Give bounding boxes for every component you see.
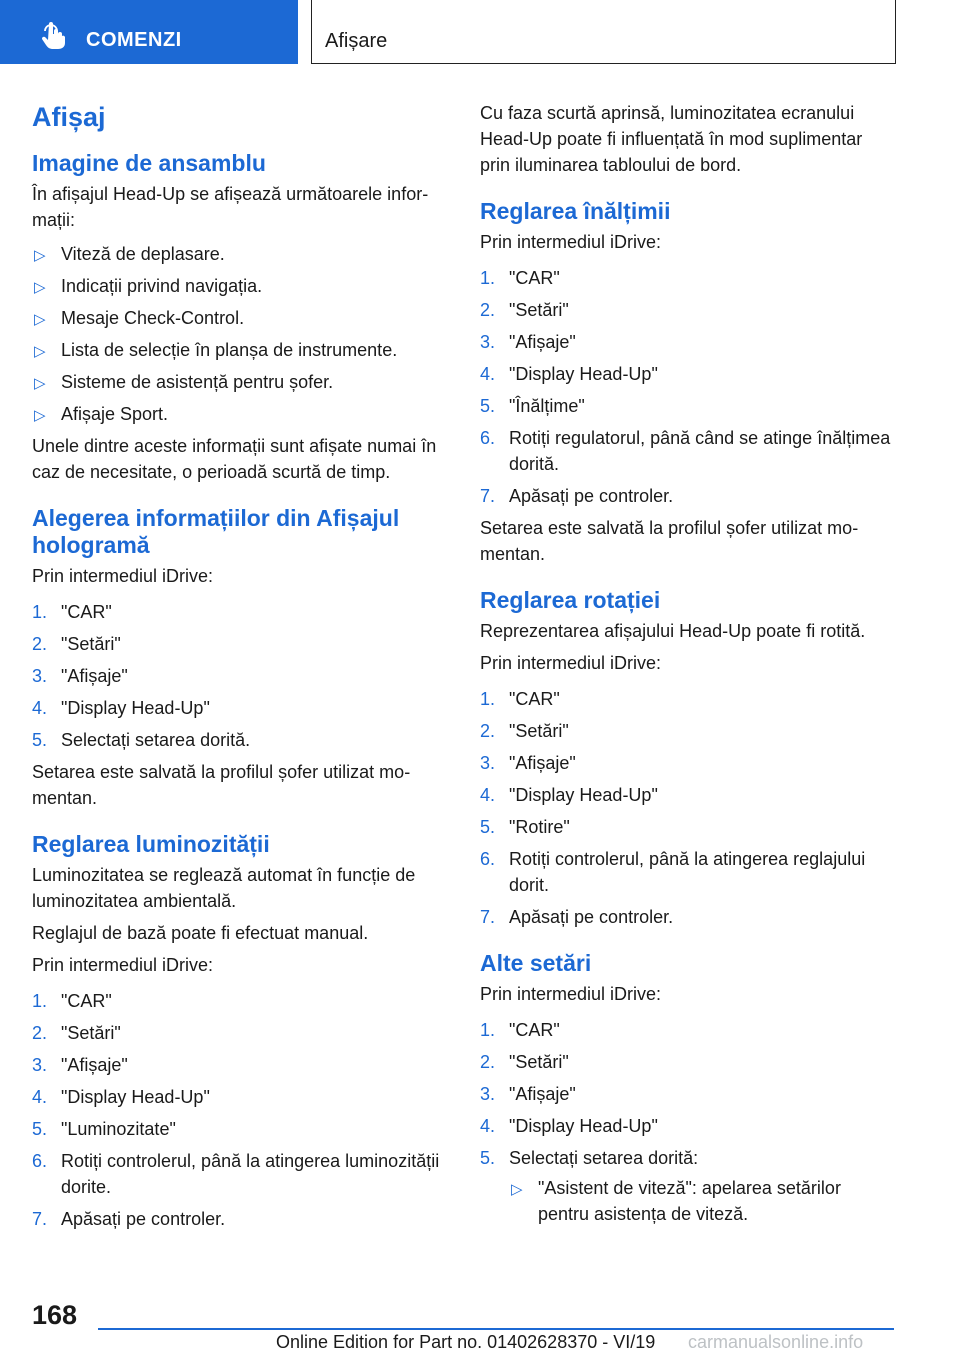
rotation-steps (480, 686, 895, 930)
heading-overview: Imagine de ansamblu (32, 150, 266, 176)
heading-brightness: Reglarea luminozității (32, 831, 270, 857)
page-header (0, 0, 960, 66)
footer-rule (98, 1328, 894, 1330)
list-item: 5. "Rotire" (480, 817, 570, 837)
section-title-box (311, 0, 896, 64)
height-steps (480, 265, 895, 509)
hologram-intro: Prin intermediul iDrive: (32, 566, 214, 586)
edition-text: Online Edition for Part no. 01402628370 - VI/19 (276, 1332, 656, 1352)
list-item: 4. "Display Head-Up" (480, 364, 658, 384)
list-item: 3. "Afișaje" (480, 753, 576, 773)
brightness-intro: Prin intermediul iDrive: (32, 955, 214, 975)
list-item: ▷ Sisteme de asistență pentru șofer. (32, 369, 448, 395)
list-item: 1. "CAR" (480, 1020, 560, 1040)
list-item: 6. Rotiți controlerul, până la atingerea reglajului dorit. (480, 849, 866, 895)
heading-hologram: Alegerea informațiilor din Afișajul hologramă (32, 505, 400, 558)
list-item: 4. "Display Head-Up" (480, 1116, 658, 1136)
list-item: ▷ Mesaje Check-Control. (32, 305, 448, 331)
chapter-label: COMENZI (86, 29, 182, 51)
list-item: 4. "Display Head-Up" (32, 698, 210, 718)
page-footer (0, 1290, 960, 1362)
list-item: 3. "Afișaje" (480, 332, 576, 352)
list-item: ▷ Afișaje Sport. (32, 401, 448, 427)
overview-bullet-list (32, 241, 448, 427)
triangle-right-icon: ▷ (34, 279, 46, 296)
heading-other-settings: Alte setări (480, 950, 592, 976)
list-item: 3. "Afișaje" (32, 1055, 128, 1075)
rotation-intro: Prin intermediul iDrive: (480, 653, 662, 673)
section-title: Afișare (325, 30, 388, 52)
brightness-p1: Luminozitatea se reglează automat în funcție de luminozitatea ambientală. (32, 865, 416, 911)
list-item: ▷ Viteză de deplasare. (32, 241, 448, 267)
list-item: ▷ Lista de selecție în planșa de instrumente. (32, 337, 448, 363)
hologram-note: Setarea este salvată la profilul șofer utilizat momentan. (32, 762, 411, 808)
list-item: 4. "Display Head-Up" (480, 785, 658, 805)
height-note: Setarea este salvată la profilul șofer utilizat momentan. (480, 518, 859, 564)
brightness-steps (32, 988, 448, 1232)
list-item: 6. Rotiți regulatorul, până când se atinge înălțimea dorită. (480, 428, 891, 474)
list-item: ▷ Indicații privind navigația. (32, 273, 448, 299)
list-item: 2. "Setări" (480, 721, 569, 741)
triangle-right-icon: ▷ (34, 311, 46, 328)
list-item: 1. "CAR" (480, 689, 560, 709)
list-item: 2. "Setări" (480, 1052, 569, 1072)
list-item: 5. "Înălțime" (480, 396, 585, 416)
list-item: 7. Apăsați pe controler. (480, 486, 674, 506)
triangle-right-icon: ▷ (511, 1181, 523, 1198)
overview-note: Unele dintre aceste informații sunt afișate numai în caz de necesitate, o perioadă scurtă de timp. (32, 436, 437, 482)
list-item: 3. "Afișaje" (32, 666, 128, 686)
other-sub-list (509, 1175, 895, 1227)
triangle-right-icon: ▷ (34, 343, 46, 360)
other-steps (480, 1017, 895, 1227)
list-item: 7. Apăsați pe controler. (32, 1209, 226, 1229)
triangle-right-icon: ▷ (34, 375, 46, 392)
list-item: ▷ "Asistent de viteză": apelarea setărilor pentru asistența de viteză. (511, 1178, 841, 1224)
list-item: 6. Rotiți controlerul, până la atingerea luminozității dorite. (32, 1151, 440, 1197)
triangle-right-icon: ▷ (34, 407, 46, 424)
list-item: 5. Selectați setarea dorită: ▷ "Asistent de viteză": apelarea setărilor pentru asistența de viteză. (480, 1145, 895, 1227)
list-item: 5. Selectați setarea dorită. (32, 730, 251, 750)
other-intro: Prin intermediul iDrive: (480, 984, 662, 1004)
list-item: 1. "CAR" (32, 602, 112, 622)
brightness-continued: Cu faza scurtă aprinsă, luminozitatea ecranului Head-Up poate fi influențată în mod suplimentar prin iluminarea tabloului de bord. (480, 103, 863, 175)
page-number: 168 (32, 1300, 78, 1330)
left-column (32, 100, 448, 1238)
triangle-right-icon: ▷ (34, 247, 46, 264)
list-item: 2. "Setări" (32, 1023, 121, 1043)
list-item: 2. "Setări" (32, 634, 121, 654)
hologram-steps (32, 599, 448, 753)
watermark[interactable]: carmanualsonline.info (688, 1332, 864, 1352)
chapter-tab[interactable] (0, 0, 298, 64)
height-intro: Prin intermediul iDrive: (480, 232, 662, 252)
overview-intro: În afișajul Head-Up se afișează următoarele informații: (32, 184, 429, 230)
right-column (480, 100, 895, 1233)
list-item: 3. "Afișaje" (480, 1084, 576, 1104)
list-item: 1. "CAR" (32, 991, 112, 1011)
list-item: 5. "Luminozitate" (32, 1119, 176, 1139)
list-item: 2. "Setări" (480, 300, 569, 320)
list-item: 1. "CAR" (480, 268, 560, 288)
rotation-p1: Reprezentarea afișajului Head-Up poate fi rotită. (480, 621, 866, 641)
list-item: 7. Apăsați pe controler. (480, 907, 674, 927)
heading-rotation: Reglarea rotației (480, 587, 661, 613)
list-item: 4. "Display Head-Up" (32, 1087, 210, 1107)
pointing-hand-icon (40, 22, 66, 50)
heading-height: Reglarea înălțimii (480, 198, 671, 224)
brightness-p2: Reglajul de bază poate fi efectuat manual. (32, 923, 369, 943)
page-title: Afișaj (32, 102, 106, 132)
